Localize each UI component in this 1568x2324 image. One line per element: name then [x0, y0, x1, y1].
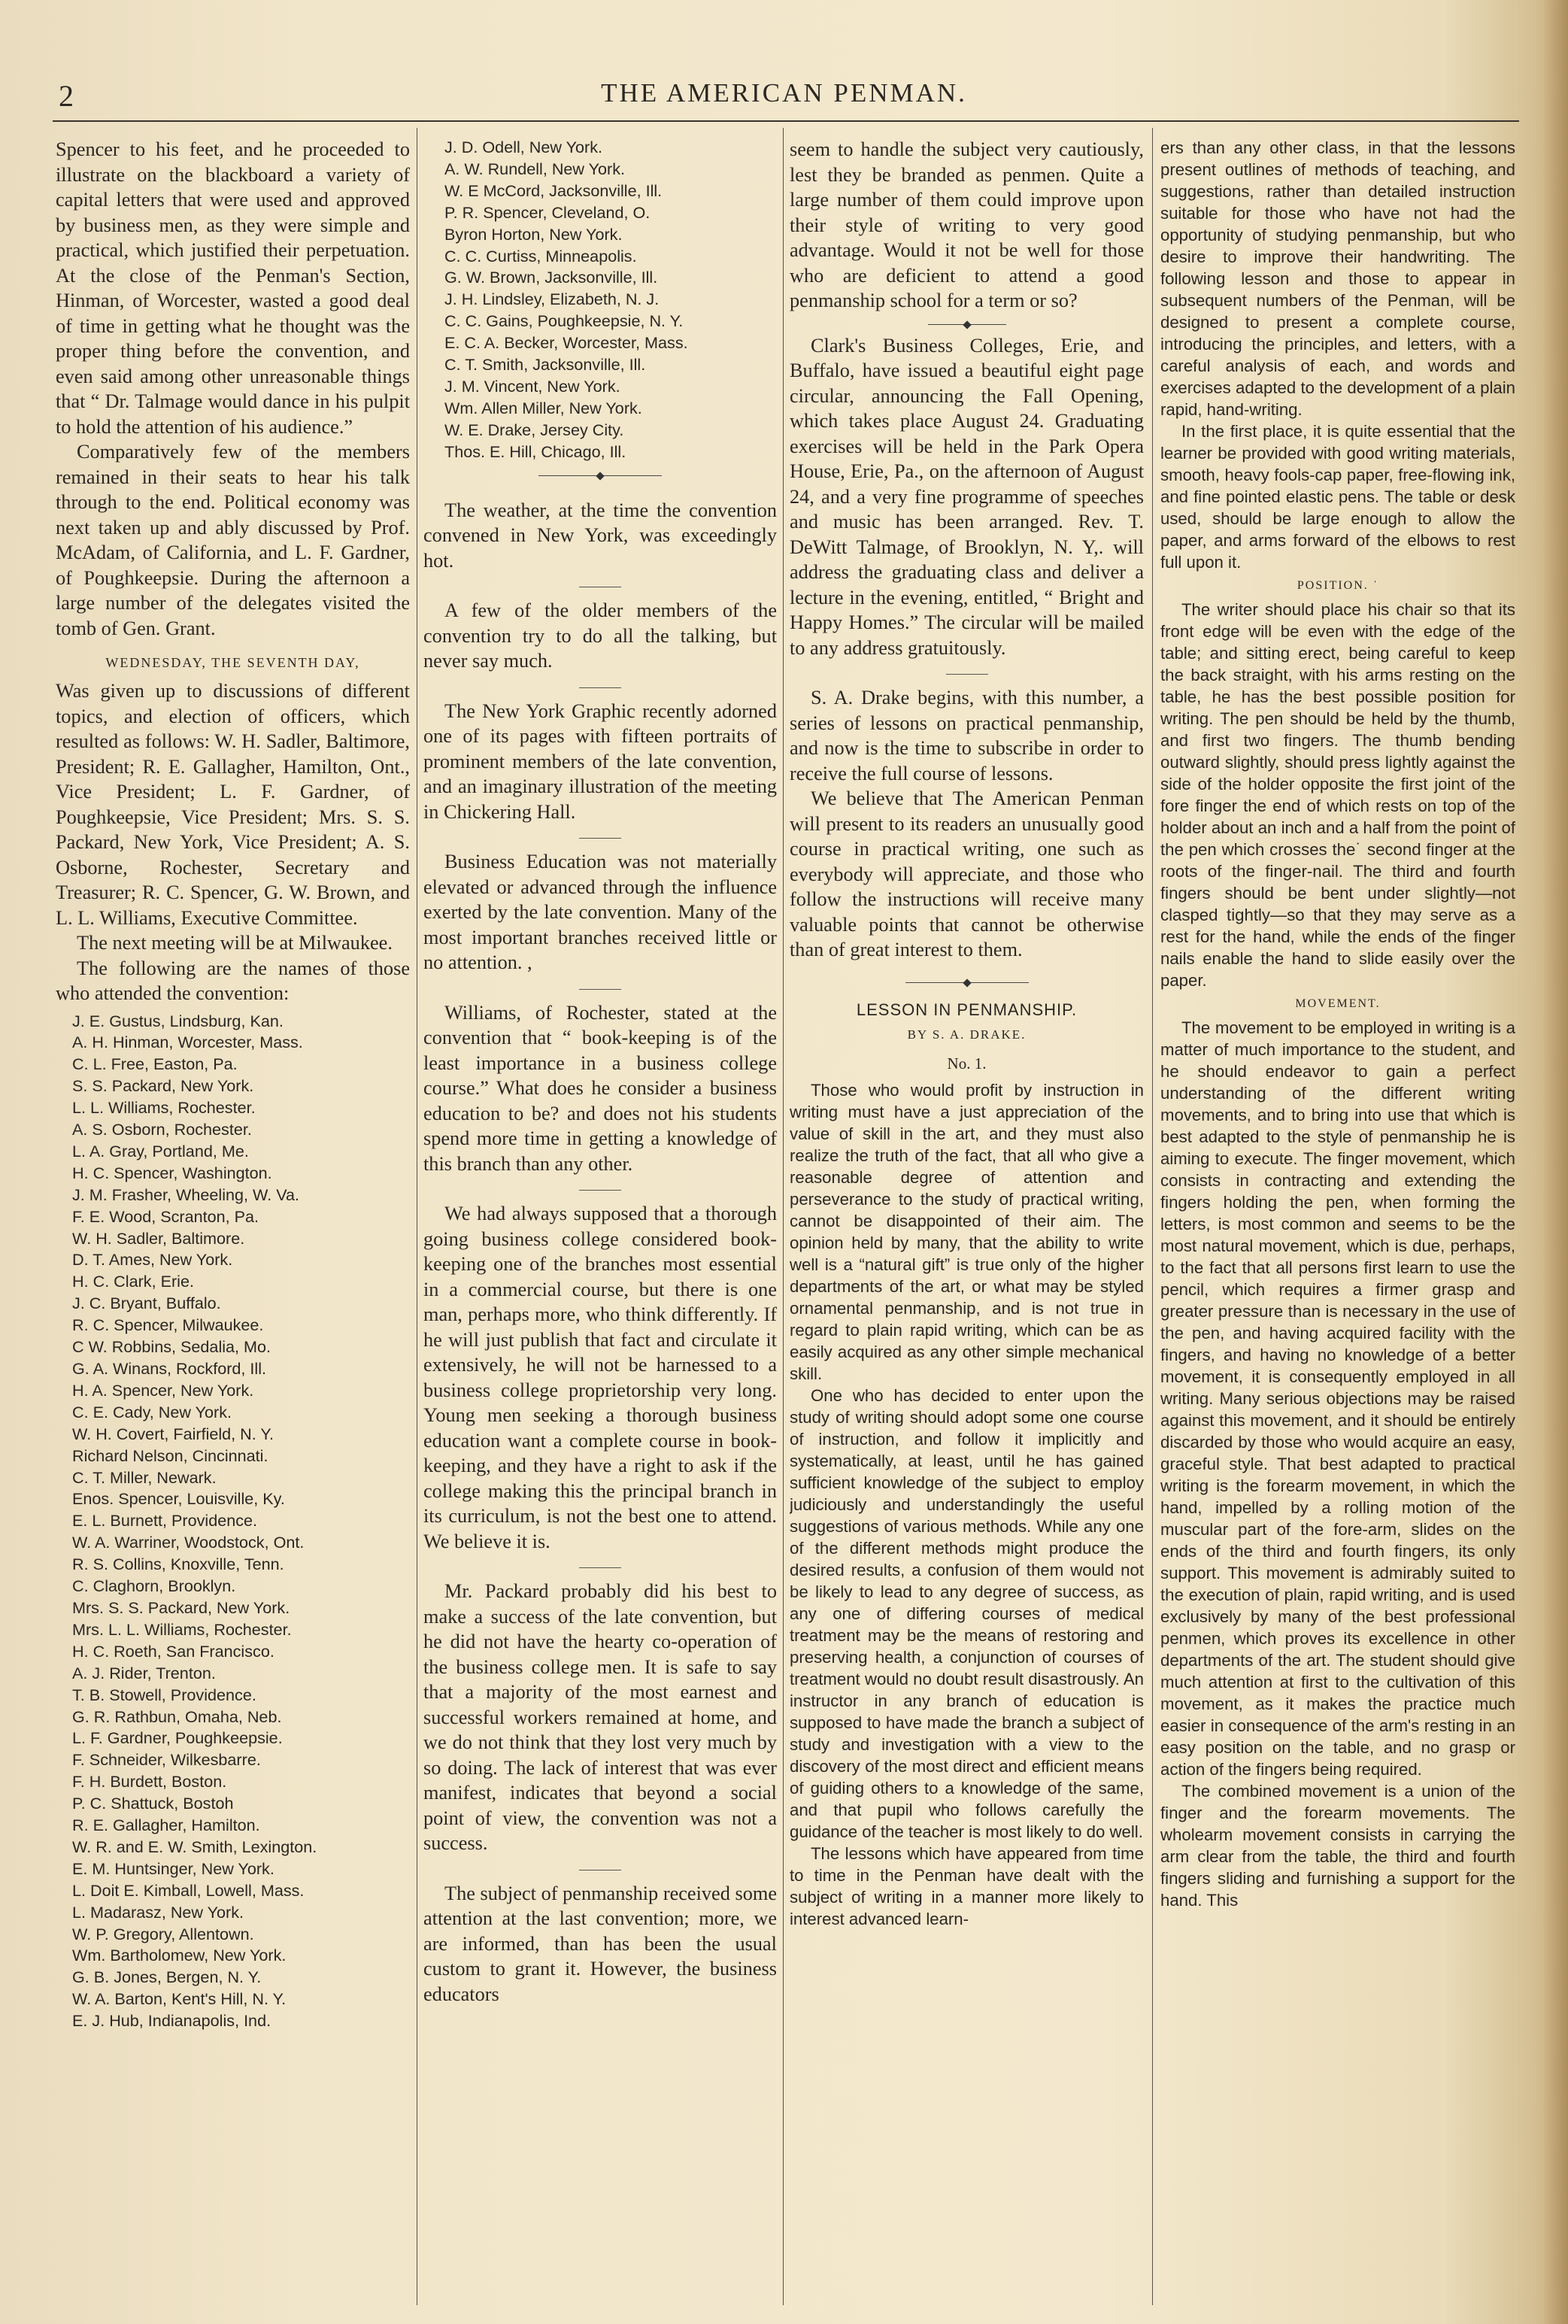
attendee-name: W. P. Gregory, Allentown. [72, 1924, 254, 1943]
attendee-name: A. H. Hinman, Worcester, Mass. [72, 1033, 303, 1052]
attendee-name: F. Schneider, Wilkesbarre. [72, 1750, 261, 1770]
paragraph: The movement to be employed in writing is a matter of much importance to the student, and he should endeavor to gain a perfect understanding of the different writing movements, and to bring into use that which is best adapted to the style of penmanship he is aiming to execute. The finger movement, which consists in contracting and extending the fingers holding the pen, when forming the letters, is most common and seems to be the most natural movement, which is due, perhaps, to the fact that all persons first learn to use the pencil, which requires a firmer grasp and greater pressure than is necessary in the use of the pen, and having acquired facility with the fingers, and having no knowledge of a better movement, it is consequently employed in all writing. Many serious objections may be raised against this movement, and it should be entirely discarded by those who would acquire an easy, graceful style. That best adapted to practical writing is the forearm movement, in which the hand, impelled by a rolling motion of the muscular part of the fore-arm, slides on the ends of the third and fourth fingers, its only support. This movement is admirably suited to the execution of plain, rapid writing, and is used exclusively by many of the best professional penmen, which proves its excellence in other departments of the art. The student should give much attention at first to the cultivation of this movement, as it makes the practice much easier in consequence of the arm's resting in an easy position on the table, and no grasp or action of the fingers being required. [1160, 1018, 1515, 1779]
attendee-name: C. L. Free, Easton, Pa. [72, 1054, 238, 1074]
attendee-name: C. E. Cady, New York. [72, 1402, 232, 1421]
attendee-name: F. H. Burdett, Boston. [72, 1772, 227, 1792]
attendee-name: H. C. Spencer, Washington. [72, 1163, 272, 1182]
lesson-title: LESSON IN PENMANSHIP. [856, 1000, 1078, 1019]
paragraph: The New York Graphic recently adorned one of its pages with fifteen portraits of prominent members of the late convention, and an imaginary illustration of the meeting in Chickering Hall. [423, 699, 777, 823]
attendee-name: P. C. Shattuck, Bostoh [72, 1794, 234, 1813]
page-number: 2 [59, 79, 74, 113]
attendee-name: S. S. Packard, New York. [72, 1076, 254, 1096]
header-rule [53, 120, 1519, 122]
attendee-name: J. H. Lindsley, Elizabeth, N. J. [444, 290, 660, 309]
paragraph: One who has decided to enter upon the study of writing should adopt some one course of instruction, and follow it implicitly and systematically, at least, until he has gained sufficient knowledge of the subject to employ judiciously and understandingly the useful suggestions of various methods. While any one of the different methods might produce the desired results, a confusion of them would not be likely to lead to any degree of success, as any one of differing courses of medical treatment may be the means of restoring and preserving health, a conjunction of courses of treatment would no doubt result disastrously. An instructor in any branch of education is supposed to have made the branch a subject of study and investigation with a view to the discovery of the most direct and efficient means of guiding others to a knowledge of the same, and that pupil who follows carefully the guidance of the teacher is most likely to do well. [790, 1385, 1144, 1841]
attendee-name: Mrs. L. L. Williams, Rochester. [72, 1619, 292, 1639]
attendee-name: C W. Robbins, Sedalia, Mo. [72, 1337, 271, 1357]
attendee-name: Thos. E. Hill, Chicago, Ill. [444, 441, 626, 461]
attendee-name: A. J. Rider, Trenton. [72, 1663, 216, 1682]
paragraph: The next meeting will be at Milwaukee. [77, 932, 393, 954]
running-head: THE AMERICAN PENMAN. [601, 78, 967, 108]
attendee-name: J. M. Vincent, New York. [444, 376, 620, 396]
paragraph: Clark's Business Colleges, Erie, and Buffalo, have issued a beautiful eight page circular, announcing the Fall Opening, which takes place August 24. Graduating exercises will be held in the Park Opera House, Erie, Pa., on the afternoon of August 24, and a very fine programme of speeches and music has been arranged. Rev. T. DeWitt Talmage, of Brooklyn, N. Y,. will address the graduating class and deliver a lecture in the evening, entitled, “ Bright and Happy Homes.” The circular will be mailed to any address gratuitously. [790, 334, 1144, 659]
attendee-name: R. E. Gallagher, Hamilton. [72, 1816, 260, 1835]
column-1 [56, 137, 410, 2303]
dash-rule [579, 1567, 621, 1568]
attendee-name: Byron Horton, New York. [444, 224, 623, 244]
attendee-name: J. M. Frasher, Wheeling, W. Va. [72, 1185, 300, 1204]
attendee-name: C. T. Miller, Newark. [72, 1467, 217, 1487]
ornament-rule [790, 976, 1144, 987]
attendee-name: H. C. Roeth, San Francisco. [72, 1641, 274, 1661]
attendee-name: C. C. Gains, Poughkeepsie, N. Y. [444, 311, 684, 331]
attendee-name: L. Doit E. Kimball, Lowell, Mass. [72, 1880, 305, 1900]
attendee-list [56, 1011, 410, 2033]
attendee-name: C. C. Curtiss, Minneapolis. [444, 246, 637, 265]
attendee-name: L. L. Williams, Rochester. [72, 1098, 256, 1118]
paragraph: S. A. Drake begins, with this number, a series of lessons on practical penmanship, and now is the time to subscribe in order to receive the full course of lessons. [790, 687, 1144, 784]
paragraph: Mr. Packard probably did his best to make a success of the late convention, but he did not have the hearty co-operation of the business college men. It is safe to say that a majority of the most earnest and successful workers remained at home, and we do not think that they lost very much by so doing. The lack of interest that was ever manifest, indicates that beyond a social point of view, the convention was not a success. [423, 1580, 777, 1855]
attendee-name: J. E. Gustus, Lindsburg, Kan. [72, 1011, 284, 1030]
section-heading: POSITION. ˈ [1297, 579, 1379, 592]
attendee-name: W. E. Drake, Jersey City. [444, 420, 624, 439]
attendee-name: J. D. Odell, New York. [444, 138, 603, 156]
attendee-name: D. T. Ames, New York. [72, 1250, 233, 1270]
attendee-name: G. R. Rathbun, Omaha, Neb. [72, 1707, 282, 1726]
paragraph: The subject of penmanship received some attention at the last convention; more, we are informed, than has been the usual custom to grant it. However, the business educators [423, 1882, 777, 2005]
attendee-name: W. A. Warriner, Woodstock, Ont. [72, 1533, 305, 1552]
attendee-name: L. A. Gray, Portland, Me. [72, 1141, 249, 1160]
column-divider [1152, 128, 1153, 2305]
paragraph: Those who would profit by instruction in writing must have a just appreciation of the value of skill in the art, and they must also realize the truth of the fact, that all who give a reasonable degree of attention and perseverance to the study of practical writing, cannot be disappointed of their aim. The opinion held by many, that the ability to write well is a “natural gift” is true only of the higher departments of the art, or what may be styled ornamental penmanship, and is not true in regard to plain rapid writing, which can be as easily acquired as any other simple mechanical skill. [790, 1080, 1144, 1383]
column-2 [423, 137, 777, 2303]
attendee-name: L. F. Gardner, Poughkeepsie. [72, 1728, 283, 1748]
attendee-name: W. E McCord, Jacksonville, Ill. [444, 181, 663, 200]
paragraph: We believe that The American Penman will present to its readers an unusually good course in practical writing, one such as everybody will appreciate, and those who follow the instructions will receive many valuable points that cannot be otherwise than of great interest to them. [790, 787, 1144, 960]
attendee-name: A. S. Osborn, Rochester. [72, 1120, 252, 1139]
paragraph: The combined movement is a union of the finger and the forearm movements. The wholearm movement consists in carrying the arm clear from the table, the third and fourth fingers sliding and furnishing a support for the hand. This [1160, 1782, 1515, 1910]
dash-rule [579, 838, 621, 839]
attendee-name: E. L. Burnett, Providence. [72, 1511, 258, 1531]
column-3 [790, 137, 1144, 2303]
attendee-name: G. B. Jones, Bergen, N. Y. [72, 1968, 262, 1987]
paragraph: seem to handle the subject very cautiously, lest they be branded as penmen. Quite a large number of them could improve upon their style of writing to very good advantage. Would it not be well for those who are deficient to attend a good penmanship school for a term or so? [790, 138, 1144, 311]
attendee-name: G. W. Brown, Jacksonville, Ill. [444, 268, 658, 287]
attendee-name: R. C. Spencer, Milwaukee. [72, 1315, 264, 1335]
attendee-name: Enos. Spencer, Louisville, Ky. [72, 1489, 285, 1509]
paragraph: ers than any other class, in that the lessons present outlines of methods of teaching, and suggestions, rather than detailed instruction suitable for those who have not had the opportunity of studying penmanship, but who desire to improve their handwriting. The following lesson and those to appear in subsequent numbers of the Penman, will be designed to present a complete course, introducing the principles, and letters, with a careful analysis of each, and words and exercises adapted to the development of a plain rapid, hand-writing. [1160, 138, 1515, 419]
paragraph: Comparatively few of the members remained in their seats to hear his talk through to the end. Political economy was next taken up and ably discussed by Prof. McAdam, of California, and L. F. Gardner, of Poughkeepsie. During the afternoon a large number of the delegates visited the tomb of Gen. Grant. [56, 441, 410, 639]
paragraph: The writer should place his chair so that its front edge will be even with the edge of the table; and sitting erect, being careful to keep the back straight, with his arms resting on the table, he has the best possible position for writing. The pen should be held by the thumb, and first two fingers. The thumb bending outward slightly, should press lightly against the side of the holder opposite the first joint of the fore finger the end of which rests on top of the holder about an inch and a half from the point of the pen which crosses the˙ second finger at the roots of the finger-nail. The third and fourth fingers should be bent under slightly—not clasped tightly—so that they may serve as a rest for the hand, while the ends of the finger nails enable the hand to slide easily over the paper. [1160, 600, 1515, 990]
attendee-name: J. C. Bryant, Buffalo. [72, 1294, 221, 1313]
attendee-name: E. C. A. Becker, Worcester, Mass. [444, 333, 688, 353]
attendee-name: H. C. Clark, Erie. [72, 1272, 194, 1291]
attendee-name: W. H. Covert, Fairfield, N. Y. [72, 1424, 274, 1443]
dash-rule [579, 1190, 621, 1191]
paragraph: The weather, at the time the convention convened in New York, was exceedingly hot. [423, 499, 777, 572]
paragraph: Spencer to his feet, and he proceeded to illustrate on the blackboard a variety of capital letters that were used and approved by business men, as they were simple and practical, which justified their perpetuation. At the close of the Penman's Section, Hinman, of Worcester, wasted a good deal of time in getting what he thought was the proper thing before the convention, and even said among other unreasonable things that “ Dr. Talmage would dance in his pulpit to hold the attention of his audience.” [56, 138, 410, 438]
attendee-name: E. M. Huntsinger, New York. [72, 1858, 274, 1878]
paragraph: Was given up to discussions of different topics, and election of officers, which resulted as follows: W. H. Sadler, Baltimore, President; R. E. Gallagher, Hamilton, Ont., Vice President; L. F. Gardner, of Poughkeepsie, Vice President; Mrs. S. S. Packard, New York, Vice President; A. S. Osborne, Rochester, Secretary and Treasurer; R. C. Spencer, G. W. Brown, and L. L. Williams, Executive Committee. [56, 680, 410, 929]
attendee-name: A. W. Rundell, New York. [444, 159, 626, 178]
attendee-name: Richard Nelson, Cincinnati. [72, 1446, 268, 1465]
paragraph: Business Education was not materially elevated or advanced through the influence exerted by the late convention. Many of the most important branches received little or no attention. , [423, 851, 777, 974]
attendee-name: W. R. and E. W. Smith, Lexington. [72, 1837, 317, 1856]
dash-rule [579, 989, 621, 990]
dash-rule [579, 687, 621, 688]
ornament-rule [423, 469, 777, 480]
paragraph: We had always supposed that a thorough going business college considered book-keeping one of the branches most essential in a commercial course, but there is one man, perhaps more, who think differently. If he will just publish that fact and circulate it extensively, he will not be harnessed to a business college proprietorship very long. Young men seeking a thorough business education want a complete course in book-keeping, and they have a right to ask if the college making this the principal branch in its curriculum, is not the best one to attend. We believe it is. [423, 1203, 777, 1552]
paragraph: The following are the names of those who attended the convention: [56, 957, 410, 1004]
paragraph: In the first place, it is quite essential that the learner be provided with good writing materials, smooth, heavy fools-cap paper, free-flowing ink, and fine pointed elastic pens. The table or desk used, should be large enough to allow the paper, and arms forward of the elbows to rest full upon it. [1160, 422, 1515, 572]
attendee-name: T. B. Stowell, Providence. [72, 1685, 256, 1704]
section-heading: MOVEMENT. [1295, 997, 1381, 1010]
page-edge-shadow [1542, 0, 1568, 2324]
attendee-name: R. S. Collins, Knoxville, Tenn. [72, 1555, 284, 1574]
attendee-name: P. R. Spencer, Cleveland, O. [444, 202, 651, 222]
attendee-name: C. T. Smith, Jacksonville, Ill. [444, 355, 646, 375]
dash-rule [946, 674, 988, 675]
column-divider [783, 128, 784, 2305]
attendee-name: G. A. Winans, Rockford, Ill. [72, 1359, 267, 1378]
section-heading: WEDNESDAY, THE SEVENTH DAY, [105, 655, 360, 670]
attendee-name: Wm. Bartholomew, New York. [72, 1946, 287, 1965]
attendee-name: W. A. Barton, Kent's Hill, N. Y. [72, 1989, 287, 2009]
attendee-name: H. A. Spencer, New York. [72, 1380, 254, 1400]
byline: BY S. A. DRAKE. [907, 1027, 1027, 1042]
attendee-name: E. J. Hub, Indianapolis, Ind. [72, 2011, 271, 2031]
paragraph: The lessons which have appeared from time to time in the Penman have dealt with the subject of writing in a manner more likely to interest advanced learn- [790, 1843, 1144, 1928]
attendee-name: F. E. Wood, Scranton, Pa. [72, 1206, 259, 1226]
attendee-name: Wm. Allen Miller, New York. [444, 398, 642, 417]
attendee-list-continued [423, 137, 777, 463]
ornament-rule [790, 318, 1144, 329]
attendee-name: C. Claghorn, Brooklyn. [72, 1576, 236, 1596]
attendee-name: L. Madarasz, New York. [72, 1902, 244, 1922]
attendee-name: Mrs. S. S. Packard, New York. [72, 1597, 290, 1617]
lesson-number: No. 1. [947, 1054, 987, 1072]
paragraph: A few of the older members of the convention try to do all the talking, but never say much. [423, 599, 777, 672]
attendee-name: W. H. Sadler, Baltimore. [72, 1228, 245, 1248]
paragraph: Williams, of Rochester, stated at the convention that “ book-keeping is of the least importance in a business college course.” What does he consider a business education to be? and does not his students spend more time in getting a knowledge of this branch than any other. [423, 1001, 777, 1175]
column-4 [1160, 137, 1515, 2303]
